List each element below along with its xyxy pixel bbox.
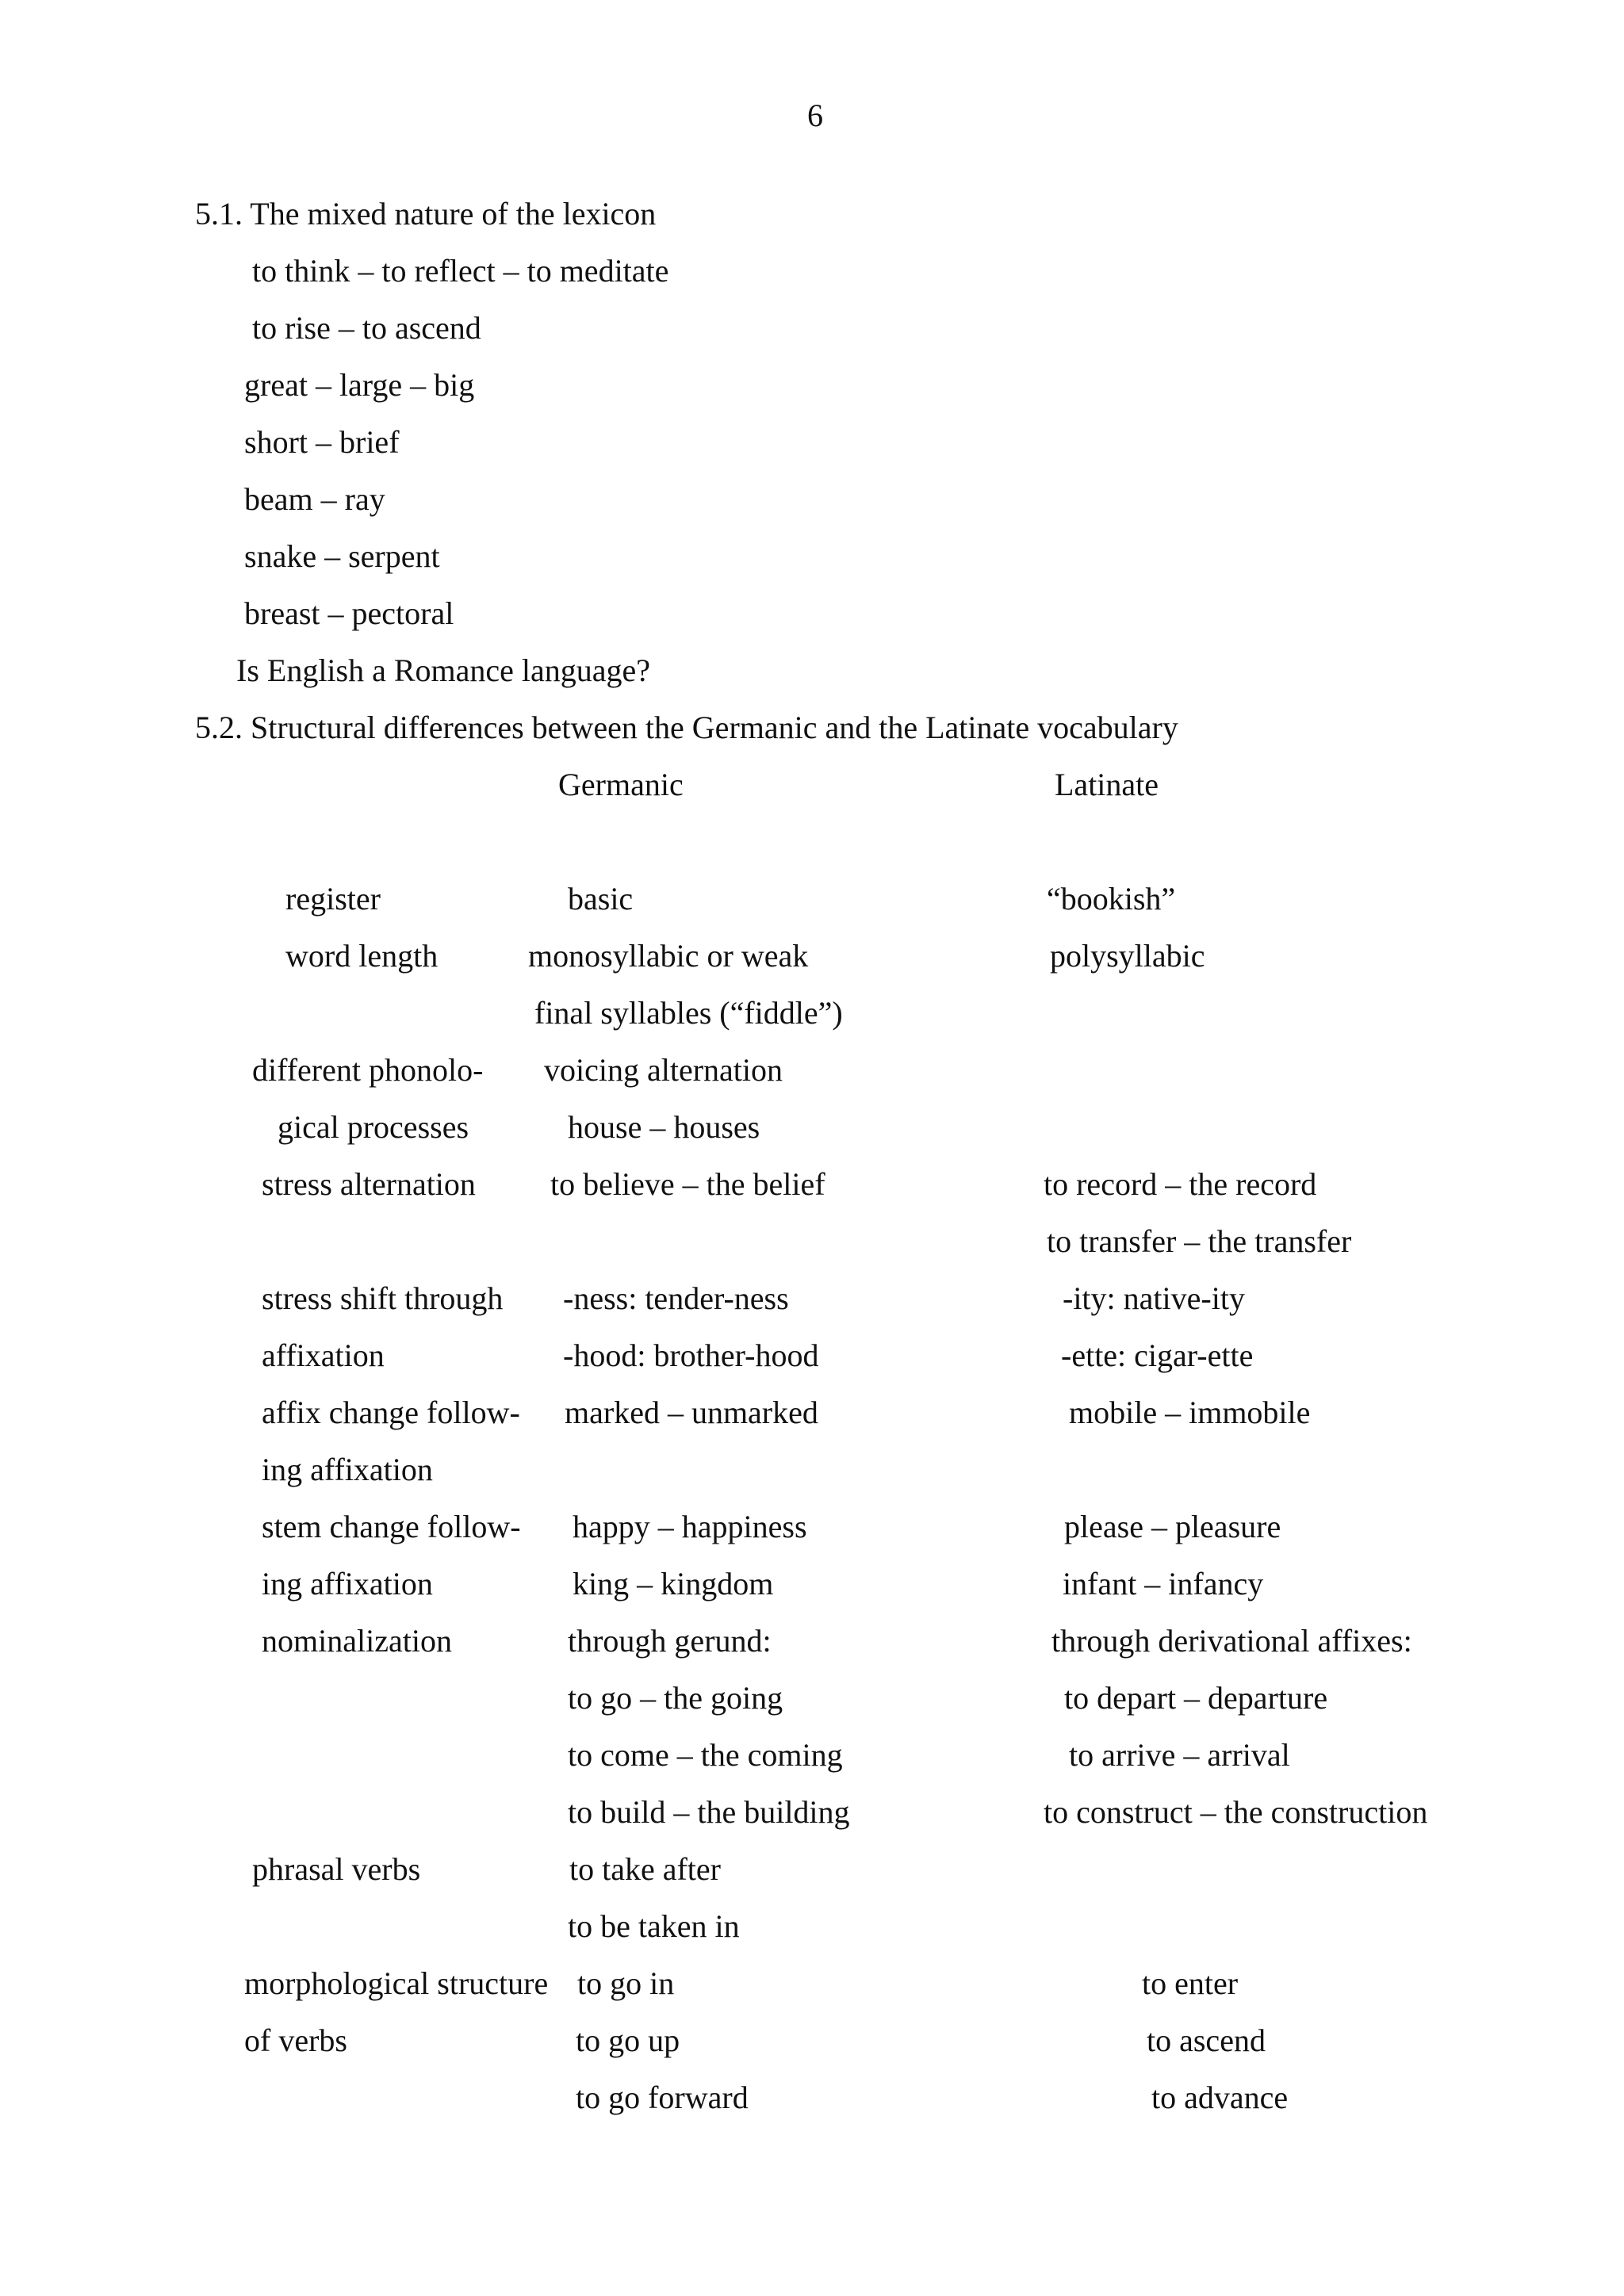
word-pair: breast – pectoral xyxy=(244,595,454,631)
section-1-heading: 5.1. The mixed nature of the lexicon xyxy=(195,196,657,232)
latinate-cell: mobile – immobile xyxy=(1069,1395,1311,1430)
row-label: stem change follow- xyxy=(262,1509,521,1544)
row-label: affixation xyxy=(262,1337,385,1373)
germanic-cell: monosyllabic or weak xyxy=(528,938,809,974)
word-pair: to rise – to ascend xyxy=(252,310,481,346)
word-pair: beam – ray xyxy=(244,481,385,517)
column-header-germanic: Germanic xyxy=(558,767,684,802)
germanic-cell: to believe – the belief xyxy=(550,1166,825,1202)
row-label: register xyxy=(285,881,381,916)
latinate-cell: to advance xyxy=(1151,2080,1289,2115)
row-label: of verbs xyxy=(244,2022,347,2058)
germanic-cell: happy – happiness xyxy=(573,1509,807,1544)
latinate-cell: to ascend xyxy=(1147,2022,1266,2058)
germanic-cell: through gerund: xyxy=(568,1623,772,1659)
germanic-cell: king – kingdom xyxy=(573,1566,774,1601)
page-number: 6 xyxy=(807,98,823,133)
section-2-heading: 5.2. Structural differences between the Germanic and the Latinate vocabulary xyxy=(195,710,1178,745)
row-label: nominalization xyxy=(262,1623,452,1659)
row-label: ing affixation xyxy=(262,1566,433,1601)
word-pair: great – large – big xyxy=(244,367,475,403)
latinate-cell: -ity: native-ity xyxy=(1063,1280,1245,1316)
latinate-cell: to depart – departure xyxy=(1064,1680,1328,1716)
germanic-cell: to go – the going xyxy=(568,1680,783,1716)
latinate-cell: to construct – the construction xyxy=(1044,1794,1428,1830)
column-header-latinate: Latinate xyxy=(1055,767,1159,802)
latinate-cell: through derivational affixes: xyxy=(1051,1623,1412,1659)
germanic-cell: to be taken in xyxy=(568,1908,740,1944)
question: Is English a Romance language? xyxy=(236,652,651,688)
row-label: ing affixation xyxy=(262,1452,433,1487)
latinate-cell: to record – the record xyxy=(1044,1166,1317,1202)
germanic-cell: to come – the coming xyxy=(568,1737,843,1773)
word-pair: to think – to reflect – to meditate xyxy=(252,253,669,289)
row-label: stress shift through xyxy=(262,1280,504,1316)
germanic-cell: marked – unmarked xyxy=(565,1395,818,1430)
germanic-cell: house – houses xyxy=(568,1109,760,1145)
germanic-cell: final syllables (“fiddle”) xyxy=(534,995,843,1031)
germanic-cell: to go forward xyxy=(576,2080,749,2115)
latinate-cell: infant – infancy xyxy=(1063,1566,1264,1601)
row-label: stress alternation xyxy=(262,1166,476,1202)
row-label: different phonolo- xyxy=(252,1052,484,1088)
germanic-cell: to take after xyxy=(569,1851,721,1887)
word-pair: snake – serpent xyxy=(244,538,440,574)
latinate-cell: “bookish” xyxy=(1047,881,1176,916)
germanic-cell: to go up xyxy=(576,2022,680,2058)
latinate-cell: to arrive – arrival xyxy=(1069,1737,1290,1773)
germanic-cell: -ness: tender-ness xyxy=(563,1280,789,1316)
row-label: word length xyxy=(285,938,439,974)
germanic-cell: voicing alternation xyxy=(544,1052,783,1088)
germanic-cell: to build – the building xyxy=(568,1794,850,1830)
latinate-cell: please – pleasure xyxy=(1064,1509,1281,1544)
word-pair: short – brief xyxy=(244,424,400,460)
latinate-cell: polysyllabic xyxy=(1050,938,1205,974)
latinate-cell: to transfer – the transfer xyxy=(1047,1223,1352,1259)
latinate-cell: to enter xyxy=(1142,1965,1239,2001)
row-label: morphological structure xyxy=(244,1965,549,2001)
row-label: phrasal verbs xyxy=(252,1851,421,1887)
row-label: affix change follow- xyxy=(262,1395,520,1430)
germanic-cell: -hood: brother-hood xyxy=(563,1337,819,1373)
germanic-cell: to go in xyxy=(577,1965,675,2001)
germanic-cell: basic xyxy=(568,881,634,916)
row-label: gical processes xyxy=(278,1109,469,1145)
latinate-cell: -ette: cigar-ette xyxy=(1061,1337,1254,1373)
